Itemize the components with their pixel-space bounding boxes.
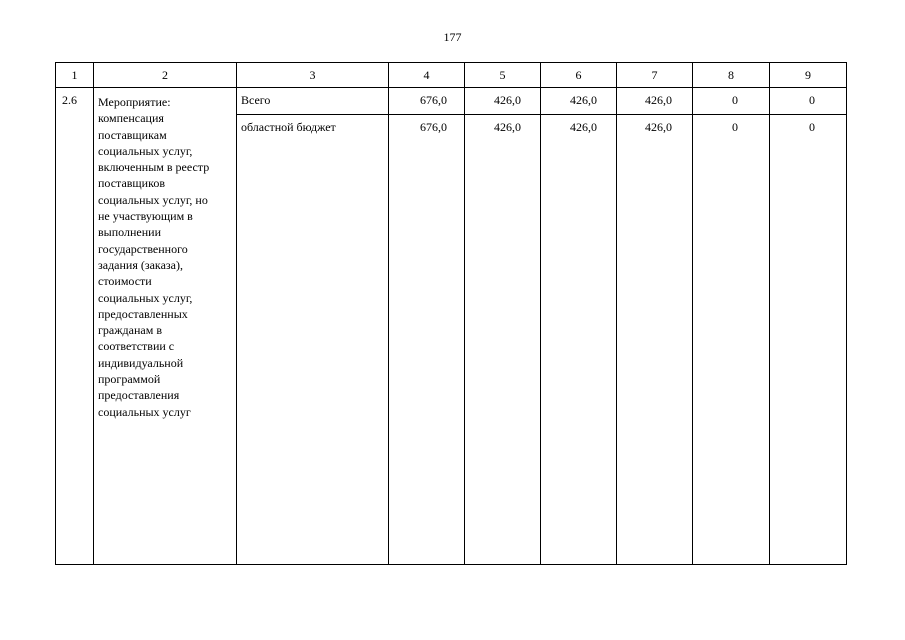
value: 0	[809, 93, 815, 107]
header-cell: 7	[617, 63, 693, 88]
measure-description: Мероприятие: компенсация поставщикам социальных услуг, включенным в реестр поставщиков социальных услуг, но не участвующим в выполнении государственного задания (заказа), стоимости социальных услуг, предоставленных гражданам в соответствии с индивидуальной программой предоставления социальных услуг	[98, 95, 210, 419]
row-index-cell	[56, 88, 94, 565]
funding-source-cell	[237, 88, 389, 115]
value: 676,0	[420, 93, 447, 107]
header-cell: 3	[237, 63, 389, 88]
value: 0	[809, 120, 815, 134]
value: 426,0	[570, 120, 597, 134]
value-cell	[770, 115, 847, 565]
funding-source-cell	[237, 115, 389, 565]
value: 676,0	[420, 120, 447, 134]
header-cell: 4	[389, 63, 465, 88]
description-cell	[94, 88, 237, 565]
row-index: 2.6	[62, 93, 77, 107]
header-cell: 6	[541, 63, 617, 88]
value: 426,0	[494, 120, 521, 134]
value-cell	[617, 115, 693, 565]
funding-source: областной бюджет	[241, 120, 336, 134]
value-cell	[465, 88, 541, 115]
value: 0	[732, 120, 738, 134]
value-cell	[389, 115, 465, 565]
value-cell	[770, 88, 847, 115]
value-cell	[617, 88, 693, 115]
header-cell: 9	[770, 63, 847, 88]
header-cell: 2	[94, 63, 237, 88]
value: 426,0	[570, 93, 597, 107]
header-cell: 1	[56, 63, 94, 88]
budget-table	[55, 62, 847, 565]
page-number: 177	[443, 30, 462, 44]
value-cell	[541, 115, 617, 565]
value-cell	[693, 115, 770, 565]
header-cell: 8	[693, 63, 770, 88]
header-cell: 5	[465, 63, 541, 88]
table-row	[56, 88, 847, 115]
value-cell	[389, 88, 465, 115]
value: 426,0	[645, 120, 672, 134]
value: 426,0	[645, 93, 672, 107]
table-header-row	[56, 63, 847, 88]
value: 426,0	[494, 93, 521, 107]
value-cell	[541, 88, 617, 115]
value-cell	[465, 115, 541, 565]
funding-source: Всего	[241, 93, 271, 107]
value-cell	[693, 88, 770, 115]
value: 0	[732, 93, 738, 107]
